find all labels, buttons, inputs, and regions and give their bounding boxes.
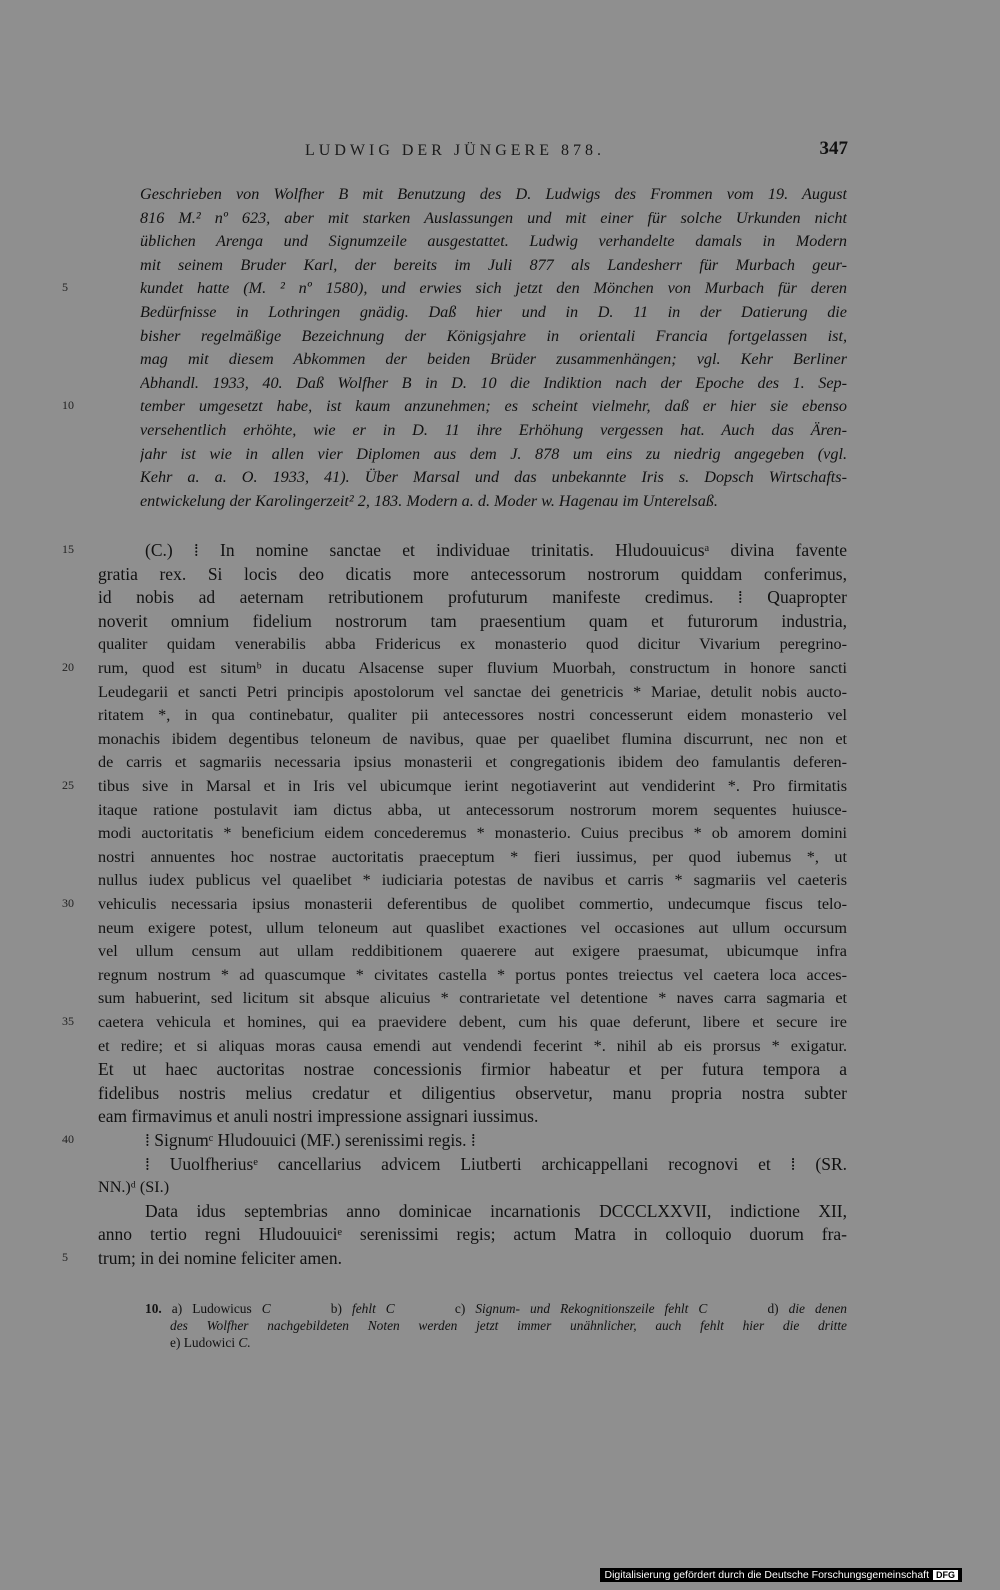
footnote-part: a) Ludowicus <box>171 1301 262 1316</box>
preamble-line: Geschrieben von Wolfher B mit Benutzung des D. Ludwigs des Frommen vom 19. August <box>140 185 847 203</box>
footnote-part: Signum- und Rekognitionszeile fehlt C <box>475 1301 708 1316</box>
charter-line: fidelibus nostris melius credatur et diligentius observetur, manu propria nostra subter <box>98 1082 847 1103</box>
footnote-line3-italic: C. <box>238 1335 251 1350</box>
preamble-line: kundet hatte (M. ² nº 1580), und erwies sich jetzt den Mönchen von Murbach für deren <box>140 279 847 298</box>
charter-line: caetera vehicula et homines, qui ea praevidere debent, cum his quae deferunt, libere et secure ire <box>98 1013 847 1031</box>
page-number: 347 <box>819 138 848 159</box>
footnote-line: des Wolfher nachgebildeten Noten werden jetzt immer unähnlicher, auch fehlt hier die dritte <box>170 1318 847 1333</box>
footnote-line <box>145 1300 847 1318</box>
footnote-part: d) <box>707 1301 789 1316</box>
charter-line: ⁞ Uuolfheriusᵉ cancellarius advicem Liutberti archicappellani recognovi et ⁞ (SR. <box>145 1153 847 1174</box>
preamble-line: entwickelung der Karolingerzeit² 2, 183. Modern a. d. Moder w. Hagenau im Unterelsaß. <box>140 491 718 510</box>
line-number: 35 <box>62 1014 74 1028</box>
charter-line: modi auctoritatis * beneficium eidem concederemus * monasterio. Cuius precibus * ob amorem domini <box>98 824 847 843</box>
charter-line: et redire; et si aliquas moras causa emendi aut vendendi fecerint *. nihil ab eis prorsus * exigatur. <box>98 1036 847 1055</box>
preamble-line: tember umgesetzt habe, ist kaum anzunehmen; es scheint vielmehr, daß er hier sie ebenso <box>140 397 847 416</box>
line-number: 30 <box>62 896 74 910</box>
line-number: 25 <box>62 778 74 792</box>
footnote-line1 <box>172 1301 847 1316</box>
charter-line: NN.)ᵈ (SI.) <box>98 1178 170 1197</box>
footnote-number: 10. <box>145 1301 162 1316</box>
running-head: LUDWIG DER JÜNGERE 878. <box>305 142 605 159</box>
charter-line: anno tertio regni Hludouuiciᵉ serenissimi regis; actum Matra in colloquio duorum fra- <box>98 1224 847 1245</box>
charter-line: nullus iudex publicus vel quaelibet * iudiciaria potestas de navibus et carris * sagmariis vel caeteris <box>98 871 847 890</box>
footnote-part: c) <box>394 1301 476 1316</box>
charter-line: Leudegarii et sancti Petri principis apostolorum vel sanctae dei genetricis * Mariae, detulit nobis aucto- <box>98 682 847 701</box>
footnote-part: fehlt C <box>351 1301 395 1316</box>
footnote-line <box>170 1334 847 1352</box>
charter-line: regnum nostrum * ad quascumque * civitates castella * portus pontes treiectus vel caetera loca acces- <box>98 965 847 984</box>
preamble-line: Kehr a. a. O. 1933, 41). Über Marsal und das unbekannte Iris s. Dopsch Wirtschafts- <box>140 468 847 487</box>
line-number: 40 <box>62 1132 74 1146</box>
preamble-line: üblichen Arenga und Signumzeile ausgestattet. Ludwig verhandelte damals in Modern <box>140 232 847 251</box>
preamble-line: versehentlich erhöhte, wie er in D. 11 ihre Erhöhung vergessen hat. Auch das Ären- <box>140 421 847 439</box>
line-number: 10 <box>62 398 74 413</box>
footnote-part: die denen <box>788 1301 847 1316</box>
charter-line: sum habuerint, sed licitum sit absque alicuius * contrarietate vel detentione * naves carra sagmaria et <box>98 989 847 1008</box>
line-number: 20 <box>62 660 74 674</box>
charter-line: (C.) ⁞ In nomine sanctae et individuae trinitatis. Hludouuicusᵃ divina favente <box>145 540 847 560</box>
preamble-line: Bedürfnisse in Lothringen gnädig. Daß hier und in D. 11 in der Datierung die <box>140 303 847 321</box>
charter-line: Data idus septembrias anno dominicae incarnationis DCCCLXXVII, indictione XII, <box>145 1200 847 1221</box>
preamble-line: mit seinem Bruder Karl, der bereits im Juli 877 als Landesherr für Murbach geur- <box>140 255 847 274</box>
charter-line: de carris et sagmariis necessaria ipsius monasterii et congregationis ibidem deo famulantis deferen- <box>98 753 847 772</box>
charter-line: ritatem *, in qua continebatur, qualiter pii antecessores nostri concesserunt eidem monasterio vel <box>98 706 847 725</box>
line-number: 5 <box>62 280 68 295</box>
preamble-line: 816 M.² nº 623, aber mit starken Auslassungen und mit einer für solche Urkunden nicht <box>140 208 847 227</box>
credit-text: Digitalisierung gefördert durch die Deutsche Forschungsgemeinschaft <box>604 1569 929 1581</box>
footnote-part: C <box>261 1301 271 1316</box>
charter-line: gratia rex. Si locis deo dicatis more antecessorum nostrorum quiddam conferimus, <box>98 563 847 584</box>
footnote-line3-prefix: e) Ludowici <box>170 1335 239 1350</box>
page-header <box>0 138 1000 172</box>
digitization-credit <box>600 1568 962 1582</box>
charter-line: ⁞ Signumᶜ Hludouuici (MF.) serenissimi regis. ⁞ <box>145 1130 476 1150</box>
preamble-line: bisher regelmäßige Bezeichnung der Königsjahre in orientali Francia fortgelassen ist, <box>140 326 847 345</box>
charter-line: eam firmavimus et anuli nostri impressione assignari iussimus. <box>98 1106 539 1127</box>
charter-line: nostri annuentes hoc nostrae auctoritatis praeceptum * fieri iussimus, per quod iubemus *, ut <box>98 847 847 866</box>
charter-line: noverit omnium fidelium nostrorum tam praesentium quam et futurorum industria, <box>98 610 847 631</box>
charter-line: monachis ibidem degentibus teloneum de navibus, quae per quaelibet flumina discurrunt, nec non et <box>98 729 847 748</box>
preamble-line: jahr ist wie in allen vier Diplomen aus dem J. 878 um eins zu niedrig angegeben (vgl. <box>140 444 847 463</box>
line-number: 15 <box>62 542 74 556</box>
charter-line: qualiter quidam venerabilis abba Fridericus ex monasterio quod dicitur Vivarium peregrino- <box>98 635 847 654</box>
charter-line: neum exigere potest, ullum teloneum aut quaslibet exactiones vel occasiones aut ullum occursum <box>98 918 847 937</box>
preamble-line: mag mit diesem Abkommen der beiden Brüder zusammenhängen; vgl. Kehr Berliner <box>140 350 847 369</box>
line-number: 5 <box>62 1250 68 1264</box>
charter-line: tibus sive in Marsal et in Iris vel ubicumque ierint negotiaverint aut vendiderint *. Pro firmitatis <box>98 777 847 795</box>
dfg-logo: DFG <box>933 1570 958 1580</box>
charter-line: itaque ratione postulavit iam dictus abba, ut antecessorum nostrorum morem sequentes huiusce- <box>98 800 847 819</box>
preamble-line: Abhandl. 1933, 40. Daß Wolfher B in D. 10 die Indiktion nach der Epoche des 1. Sep- <box>140 373 847 392</box>
footnote-part: b) <box>270 1301 352 1316</box>
charter-line: id nobis ad aeternam retributionem profuturum manifeste credimus. ⁞ Quapropter <box>98 587 847 608</box>
charter-line: rum, quod est situmᵇ in ducatu Alsacense super fluvium Muorbah, constructum in honore sancti <box>98 659 847 677</box>
charter-line: Et ut haec auctoritas nostrae concessionis firmior habeatur et per futura tempora a <box>98 1059 847 1080</box>
charter-line: vehiculis necessaria ipsius monasterii deferentibus de quolibet commertio, undecumque fiscus telo- <box>98 895 847 913</box>
charter-line: trum; in dei nomine feliciter amen. <box>98 1248 342 1268</box>
charter-line: vel ullum censum aut ullam reddibitionem quaerere aut exigere praesumat, ubicumque infra <box>98 942 847 961</box>
